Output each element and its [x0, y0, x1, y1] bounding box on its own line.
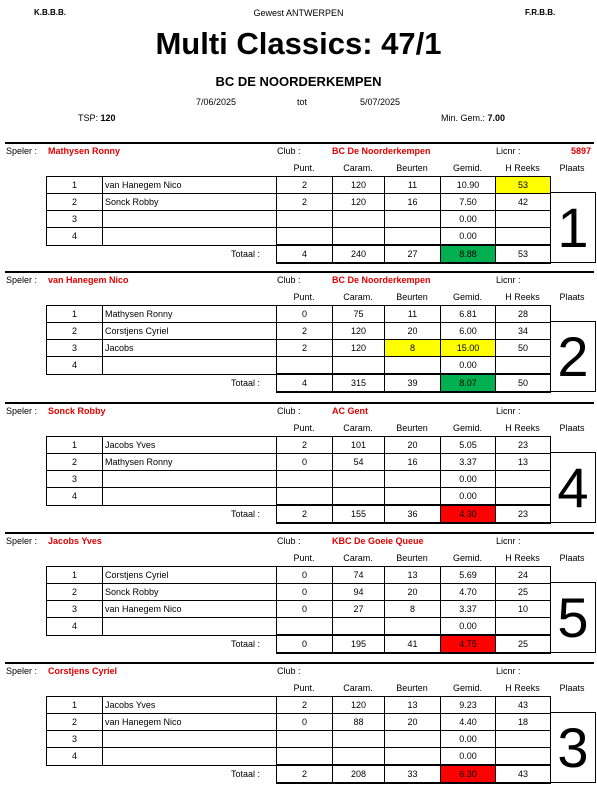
club-label: Club : — [277, 536, 301, 546]
cell-punt — [277, 357, 333, 375]
cell-nr: 3 — [47, 601, 103, 618]
cell-punt — [277, 748, 333, 766]
block-divider — [5, 662, 594, 664]
player-block-3 — [0, 402, 597, 527]
cell-nr: 4 — [47, 228, 103, 246]
table-row — [47, 323, 551, 340]
total-hreeks: 23 — [496, 505, 551, 523]
player-name: Sonck Robby — [48, 406, 106, 416]
col-header-plaats: Plaats — [559, 292, 585, 302]
cell-beurten — [385, 228, 441, 246]
cell-beurten: 8 — [385, 340, 441, 357]
total-hreeks: 53 — [496, 245, 551, 263]
col-header-beurten: Beurten — [396, 292, 428, 302]
date-separator: tot — [297, 97, 308, 107]
cell-caram: 120 — [333, 177, 385, 194]
table-row — [47, 618, 551, 636]
cell-gemid: 7.50 — [441, 194, 496, 211]
cell-caram: 101 — [333, 437, 385, 454]
club-name: BC De Noorderkempen — [332, 275, 431, 285]
table-row — [47, 697, 551, 714]
player-block-4 — [0, 532, 597, 657]
total-row — [47, 765, 551, 783]
cell-gemid: 0.00 — [441, 228, 496, 246]
cell-gemid: 0.00 — [441, 471, 496, 488]
cell-beurten: 20 — [385, 437, 441, 454]
club-name: KBC De Goeie Queue — [332, 536, 424, 546]
cell-beurten: 13 — [385, 697, 441, 714]
col-header-caram: Caram. — [343, 292, 373, 302]
cell-beurten: 11 — [385, 177, 441, 194]
tsp-label: TSP: — [78, 113, 99, 123]
tsp-info — [78, 113, 116, 123]
cell-beurten — [385, 748, 441, 766]
licnr-label: Licnr : — [496, 146, 521, 156]
cell-caram: 75 — [333, 306, 385, 323]
table-row — [47, 601, 551, 618]
cell-beurten — [385, 211, 441, 228]
cell-opp: van Hanegem Nico — [103, 177, 277, 194]
total-gemid: 8.88 — [441, 245, 496, 263]
plaats-value: 5 — [550, 582, 596, 653]
cell-beurten: 20 — [385, 323, 441, 340]
cell-caram: 120 — [333, 340, 385, 357]
cell-caram: 120 — [333, 323, 385, 340]
cell-caram — [333, 488, 385, 506]
total-hreeks: 25 — [496, 635, 551, 653]
col-header-hreeks: H Reeks — [505, 683, 540, 693]
cell-gemid: 10.90 — [441, 177, 496, 194]
cell-hreeks — [496, 228, 551, 246]
cell-hreeks: 18 — [496, 714, 551, 731]
totaal-label: Totaal : — [230, 509, 260, 520]
cell-caram — [333, 731, 385, 748]
cell-nr: 4 — [47, 357, 103, 375]
cell-hreeks: 34 — [496, 323, 551, 340]
cell-caram: 54 — [333, 454, 385, 471]
club-label: Club : — [277, 275, 301, 285]
total-hreeks: 50 — [496, 374, 551, 392]
cell-punt: 2 — [277, 437, 333, 454]
page-subtitle: BC DE NOORDERKEMPEN — [215, 74, 382, 89]
cell-punt: 0 — [277, 306, 333, 323]
col-header-plaats: Plaats — [559, 683, 585, 693]
cell-beurten: 20 — [385, 584, 441, 601]
cell-opp — [103, 357, 277, 375]
cell-nr: 4 — [47, 488, 103, 506]
cell-hreeks — [496, 357, 551, 375]
cell-caram — [333, 618, 385, 636]
total-gemid: 8.07 — [441, 374, 496, 392]
player-name: van Hanegem Nico — [48, 275, 129, 285]
total-caram: 208 — [333, 765, 385, 783]
min-gem-value: 7.00 — [487, 113, 506, 123]
cell-hreeks: 53 — [496, 177, 551, 194]
cell-gemid: 0.00 — [441, 357, 496, 375]
table-row — [47, 340, 551, 357]
cell-gemid: 0.00 — [441, 618, 496, 636]
date-from: 7/06/2025 — [196, 97, 237, 107]
total-caram: 155 — [333, 505, 385, 523]
total-punt: 4 — [277, 245, 333, 263]
cell-hreeks: 50 — [496, 340, 551, 357]
col-header-hreeks: H Reeks — [505, 163, 540, 173]
col-header-caram: Caram. — [343, 683, 373, 693]
cell-hreeks — [496, 618, 551, 636]
header-center: Gewest ANTWERPEN — [253, 8, 344, 18]
cell-hreeks: 10 — [496, 601, 551, 618]
total-punt: 4 — [277, 374, 333, 392]
totaal-label: Totaal : — [230, 769, 260, 780]
col-header-beurten: Beurten — [396, 423, 428, 433]
player-name: Jacobs Yves — [48, 536, 102, 546]
col-header-punt: Punt. — [293, 292, 315, 302]
cell-beurten — [385, 488, 441, 506]
cell-opp: Corstjens Cyriel — [103, 323, 277, 340]
player-name: Mathysen Ronny — [48, 146, 121, 156]
cell-opp: Jacobs Yves — [103, 437, 277, 454]
header-right: F.R.B.B. — [525, 8, 556, 17]
licnr-label: Licnr : — [496, 406, 521, 416]
cell-caram: 120 — [333, 194, 385, 211]
cell-gemid: 5.05 — [441, 437, 496, 454]
col-header-plaats: Plaats — [559, 423, 585, 433]
table-row — [47, 714, 551, 731]
cell-punt — [277, 471, 333, 488]
col-header-hreeks: H Reeks — [505, 553, 540, 563]
col-header-punt: Punt. — [293, 553, 315, 563]
total-beurten: 41 — [385, 635, 441, 653]
cell-opp: Sonck Robby — [103, 194, 277, 211]
club-label: Club : — [277, 406, 301, 416]
page-title: Multi Classics: 47/1 — [155, 26, 442, 61]
cell-punt: 2 — [277, 194, 333, 211]
licnr-label: Licnr : — [496, 536, 521, 546]
totaal-label: Totaal : — [230, 249, 260, 260]
cell-opp: Mathysen Ronny — [103, 306, 277, 323]
cell-gemid: 6.81 — [441, 306, 496, 323]
results-table — [46, 176, 551, 264]
cell-opp: van Hanegem Nico — [103, 714, 277, 731]
totaal-label: Totaal : — [230, 639, 260, 650]
player-block-1 — [0, 142, 597, 267]
cell-nr: 3 — [47, 731, 103, 748]
cell-caram — [333, 748, 385, 766]
table-row — [47, 584, 551, 601]
table-row — [47, 194, 551, 211]
cell-gemid: 3.37 — [441, 601, 496, 618]
total-caram: 240 — [333, 245, 385, 263]
date-to: 5/07/2025 — [360, 97, 401, 107]
col-header-beurten: Beurten — [396, 163, 428, 173]
speler-label: Speler : — [6, 536, 38, 546]
cell-hreeks — [496, 748, 551, 766]
club-label: Club : — [277, 146, 301, 156]
speler-label: Speler : — [6, 146, 38, 156]
total-row — [47, 505, 551, 523]
cell-caram: 74 — [333, 567, 385, 584]
player-block-2 — [0, 271, 597, 396]
licnr-label: Licnr : — [496, 666, 521, 676]
col-header-gemid: Gemid. — [452, 553, 482, 563]
col-header-plaats: Plaats — [559, 163, 585, 173]
plaats-value: 2 — [550, 321, 596, 392]
cell-caram — [333, 357, 385, 375]
total-punt: 2 — [277, 765, 333, 783]
block-divider — [5, 271, 594, 273]
cell-hreeks — [496, 471, 551, 488]
table-row — [47, 567, 551, 584]
cell-beurten: 8 — [385, 601, 441, 618]
table-row — [47, 731, 551, 748]
cell-caram — [333, 211, 385, 228]
cell-opp — [103, 731, 277, 748]
cell-beurten: 13 — [385, 567, 441, 584]
col-header-punt: Punt. — [293, 423, 315, 433]
cell-hreeks: 25 — [496, 584, 551, 601]
cell-punt — [277, 618, 333, 636]
cell-hreeks — [496, 211, 551, 228]
cell-punt — [277, 228, 333, 246]
table-row — [47, 211, 551, 228]
block-divider — [5, 142, 594, 144]
total-beurten: 36 — [385, 505, 441, 523]
cell-nr: 1 — [47, 437, 103, 454]
total-punt: 2 — [277, 505, 333, 523]
cell-punt — [277, 731, 333, 748]
total-beurten: 33 — [385, 765, 441, 783]
cell-gemid: 0.00 — [441, 748, 496, 766]
cell-gemid: 4.70 — [441, 584, 496, 601]
results-table — [46, 696, 551, 784]
table-row — [47, 177, 551, 194]
table-row — [47, 488, 551, 506]
player-block-5 — [0, 662, 597, 787]
cell-caram — [333, 228, 385, 246]
totaal-label: Totaal : — [230, 378, 260, 389]
total-row — [47, 374, 551, 392]
cell-punt: 0 — [277, 567, 333, 584]
total-punt: 0 — [277, 635, 333, 653]
table-row — [47, 454, 551, 471]
plaats-value: 3 — [550, 712, 596, 783]
cell-nr: 2 — [47, 714, 103, 731]
cell-opp: Jacobs — [103, 340, 277, 357]
cell-punt — [277, 488, 333, 506]
col-header-punt: Punt. — [293, 683, 315, 693]
cell-nr: 1 — [47, 567, 103, 584]
player-name: Corstjens Cyriel — [48, 666, 118, 676]
speler-label: Speler : — [6, 406, 38, 416]
cell-opp — [103, 228, 277, 246]
speler-label: Speler : — [6, 666, 38, 676]
cell-punt — [277, 211, 333, 228]
licnr-label: Licnr : — [496, 275, 521, 285]
col-header-hreeks: H Reeks — [505, 292, 540, 302]
cell-caram: 27 — [333, 601, 385, 618]
cell-opp — [103, 488, 277, 506]
cell-beurten — [385, 618, 441, 636]
cell-nr: 4 — [47, 618, 103, 636]
results-table — [46, 436, 551, 524]
cell-nr: 3 — [47, 340, 103, 357]
cell-nr: 3 — [47, 211, 103, 228]
plaats-value: 1 — [550, 192, 596, 263]
cell-punt: 2 — [277, 323, 333, 340]
cell-gemid: 0.00 — [441, 211, 496, 228]
cell-beurten — [385, 471, 441, 488]
plaats-value: 4 — [550, 452, 596, 523]
cell-gemid: 9.23 — [441, 697, 496, 714]
col-header-gemid: Gemid. — [452, 683, 482, 693]
cell-punt: 2 — [277, 340, 333, 357]
cell-beurten: 16 — [385, 194, 441, 211]
col-header-plaats: Plaats — [559, 553, 585, 563]
cell-hreeks — [496, 731, 551, 748]
cell-hreeks — [496, 488, 551, 506]
col-header-gemid: Gemid. — [452, 423, 482, 433]
total-caram: 195 — [333, 635, 385, 653]
total-beurten: 39 — [385, 374, 441, 392]
cell-nr: 2 — [47, 584, 103, 601]
col-header-beurten: Beurten — [396, 683, 428, 693]
cell-punt: 0 — [277, 584, 333, 601]
col-header-caram: Caram. — [343, 163, 373, 173]
cell-hreeks: 42 — [496, 194, 551, 211]
min-gem-info — [441, 113, 505, 123]
cell-opp: Corstjens Cyriel — [103, 567, 277, 584]
cell-opp — [103, 471, 277, 488]
cell-opp: Sonck Robby — [103, 584, 277, 601]
cell-gemid: 5.69 — [441, 567, 496, 584]
speler-label: Speler : — [6, 275, 38, 285]
cell-nr: 2 — [47, 323, 103, 340]
block-divider — [5, 532, 594, 534]
total-gemid: 4.75 — [441, 635, 496, 653]
cell-opp — [103, 211, 277, 228]
cell-nr: 2 — [47, 194, 103, 211]
cell-nr: 4 — [47, 748, 103, 766]
cell-gemid: 0.00 — [441, 488, 496, 506]
table-row — [47, 471, 551, 488]
cell-nr: 1 — [47, 177, 103, 194]
col-header-beurten: Beurten — [396, 553, 428, 563]
total-row — [47, 635, 551, 653]
tsp-value: 120 — [100, 113, 116, 123]
total-row — [47, 245, 551, 263]
cell-nr: 2 — [47, 454, 103, 471]
col-header-caram: Caram. — [343, 423, 373, 433]
cell-hreeks: 43 — [496, 697, 551, 714]
total-hreeks: 43 — [496, 765, 551, 783]
cell-hreeks: 28 — [496, 306, 551, 323]
cell-gemid: 15.00 — [441, 340, 496, 357]
cell-nr: 3 — [47, 471, 103, 488]
club-name: AC Gent — [332, 406, 368, 416]
cell-opp: Jacobs Yves — [103, 697, 277, 714]
cell-opp — [103, 748, 277, 766]
cell-opp — [103, 618, 277, 636]
cell-beurten — [385, 357, 441, 375]
table-row — [47, 748, 551, 766]
min-gem-label: Min. Gem.: — [441, 113, 486, 123]
cell-punt: 2 — [277, 177, 333, 194]
cell-opp: Mathysen Ronny — [103, 454, 277, 471]
club-name: BC De Noorderkempen — [332, 146, 431, 156]
cell-caram: 120 — [333, 697, 385, 714]
cell-punt: 2 — [277, 697, 333, 714]
cell-gemid: 6.00 — [441, 323, 496, 340]
cell-gemid: 4.40 — [441, 714, 496, 731]
results-table — [46, 566, 551, 654]
table-row — [47, 306, 551, 323]
cell-punt: 0 — [277, 454, 333, 471]
col-header-punt: Punt. — [293, 163, 315, 173]
col-header-caram: Caram. — [343, 553, 373, 563]
cell-hreeks: 13 — [496, 454, 551, 471]
cell-punt: 0 — [277, 601, 333, 618]
total-gemid: 4.30 — [441, 505, 496, 523]
cell-caram — [333, 471, 385, 488]
table-row — [47, 357, 551, 375]
cell-hreeks: 24 — [496, 567, 551, 584]
header-left: K.B.B.B. — [34, 8, 66, 17]
cell-beurten: 16 — [385, 454, 441, 471]
results-table — [46, 305, 551, 393]
col-header-gemid: Gemid. — [452, 163, 482, 173]
cell-beurten — [385, 731, 441, 748]
table-row — [47, 228, 551, 246]
cell-gemid: 0.00 — [441, 731, 496, 748]
cell-beurten: 11 — [385, 306, 441, 323]
cell-hreeks: 23 — [496, 437, 551, 454]
col-header-hreeks: H Reeks — [505, 423, 540, 433]
cell-opp: van Hanegem Nico — [103, 601, 277, 618]
cell-punt: 0 — [277, 714, 333, 731]
total-gemid: 6.30 — [441, 765, 496, 783]
cell-nr: 1 — [47, 306, 103, 323]
cell-caram: 94 — [333, 584, 385, 601]
cell-nr: 1 — [47, 697, 103, 714]
cell-caram: 88 — [333, 714, 385, 731]
block-divider — [5, 402, 594, 404]
cell-beurten: 20 — [385, 714, 441, 731]
col-header-gemid: Gemid. — [452, 292, 482, 302]
cell-gemid: 3.37 — [441, 454, 496, 471]
table-row — [47, 437, 551, 454]
club-label: Club : — [277, 666, 301, 676]
licnr-value: 5897 — [570, 146, 591, 156]
total-beurten: 27 — [385, 245, 441, 263]
total-caram: 315 — [333, 374, 385, 392]
